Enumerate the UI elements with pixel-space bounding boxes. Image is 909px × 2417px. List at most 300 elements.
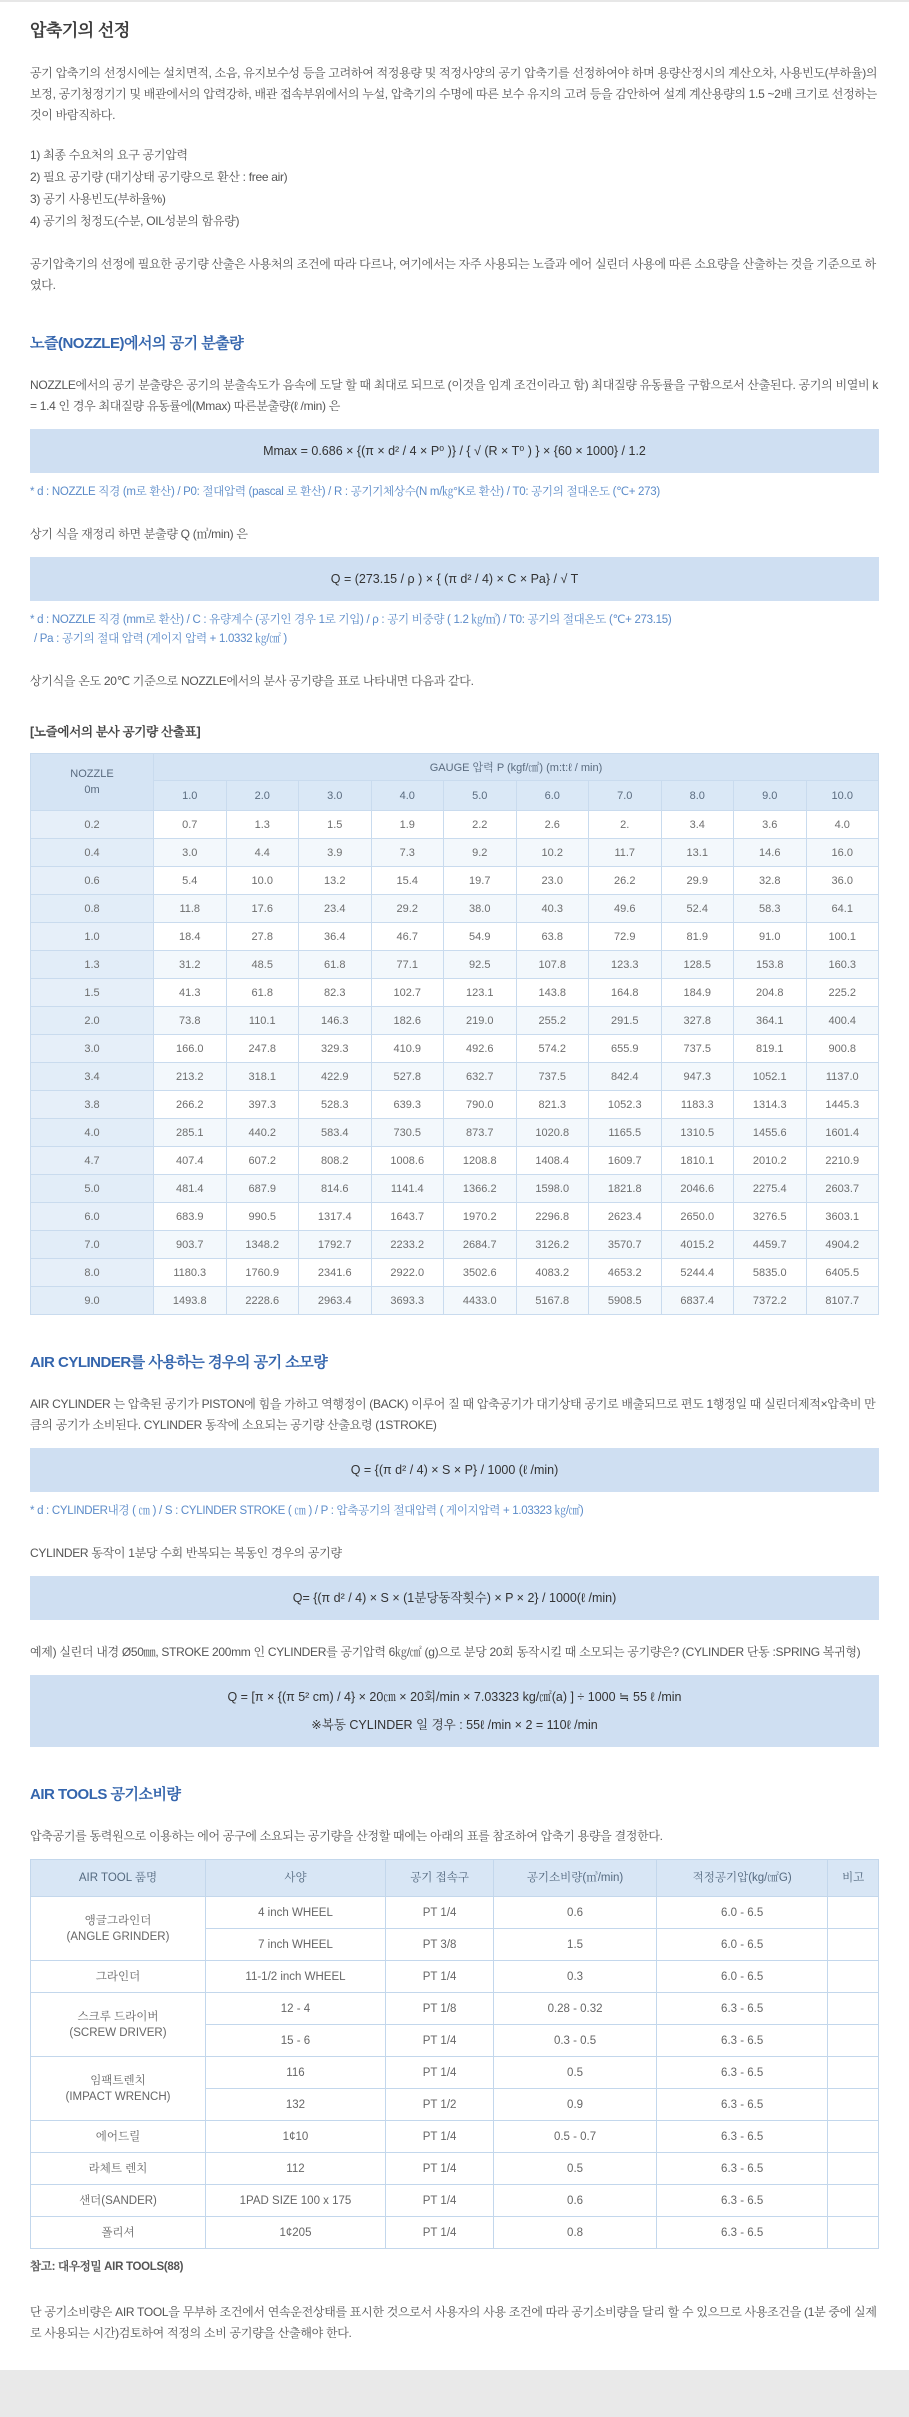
air-pressure-cell: 6.3 - 6.5 xyxy=(656,2217,827,2249)
flow-value-cell: 2603.7 xyxy=(806,1175,879,1203)
nozzle-diameter-cell: 4.7 xyxy=(31,1147,154,1175)
page-title: 압축기의 선정 xyxy=(30,21,130,40)
table-row xyxy=(31,1035,879,1063)
flow-value-cell: 583.4 xyxy=(299,1119,372,1147)
air-connector-cell: PT 1/4 xyxy=(385,1961,493,1993)
flow-value-cell: 3126.2 xyxy=(516,1231,589,1259)
flow-value-cell: 2684.7 xyxy=(444,1231,517,1259)
flow-value-cell: 16.0 xyxy=(806,839,879,867)
air-connector-cell: PT 1/4 xyxy=(385,1897,493,1929)
remark-cell xyxy=(828,2025,879,2057)
air-tools-table xyxy=(30,1859,879,2249)
table-row xyxy=(31,2153,879,2185)
airtools-paragraph: 압축공기를 동력원으로 이용하는 에어 공구에 소요되는 공기량을 산정할 때에는 아래의 표를 참조하여 압축기 용량을 결정한다. xyxy=(30,1829,663,1843)
flow-value-cell: 737.5 xyxy=(661,1035,734,1063)
table-row xyxy=(31,2185,879,2217)
list-item: 2) 필요 공기량 (대기상태 공기량으로 환산 : free air) xyxy=(30,170,288,184)
flow-value-cell: 5.4 xyxy=(154,867,227,895)
tool-name: 라체트 렌치 xyxy=(88,2162,148,2175)
flow-value-cell: 364.1 xyxy=(734,1007,807,1035)
flow-value-cell: 100.1 xyxy=(806,923,879,951)
flow-value-cell: 73.8 xyxy=(154,1007,227,1035)
flow-value-cell: 1.3 xyxy=(226,811,299,839)
flow-value-cell: 3603.1 xyxy=(806,1203,879,1231)
formula-q: Q = (273.15 / ρ ) × { (π d² / 4) × C × Pa} / √ T xyxy=(30,557,879,601)
formula-cylinder-example xyxy=(30,1675,879,1747)
tool-name-en: (ANGLE GRINDER) xyxy=(66,1930,170,1943)
nozzle-diameter-cell: 0.2 xyxy=(31,811,154,839)
flow-value-cell: 2. xyxy=(589,811,662,839)
flow-value-cell: 1493.8 xyxy=(154,1287,227,1315)
flow-value-cell: 3.0 xyxy=(154,839,227,867)
flow-value-cell: 64.1 xyxy=(806,895,879,923)
tools-column-header: 사양 xyxy=(205,1860,385,1897)
flow-value-cell: 492.6 xyxy=(444,1035,517,1063)
flow-value-cell: 2963.4 xyxy=(299,1287,372,1315)
flow-value-cell: 3.6 xyxy=(734,811,807,839)
flow-value-cell: 184.9 xyxy=(661,979,734,1007)
flow-value-cell: 1317.4 xyxy=(299,1203,372,1231)
air-connector-cell: PT 1/4 xyxy=(385,2217,493,2249)
gauge-pressure-header: GAUGE 압력 P (kgf/㎠) (m:t:ℓ / min) xyxy=(154,754,879,781)
tools-table-body xyxy=(31,1897,879,2249)
table-row xyxy=(31,1231,879,1259)
tools-table-footnote: 참고: 대우정밀 AIR TOOLS(88) xyxy=(30,2261,184,2273)
flow-value-cell: 903.7 xyxy=(154,1231,227,1259)
flow-value-cell: 327.8 xyxy=(661,1007,734,1035)
flow-value-cell: 11.8 xyxy=(154,895,227,923)
table-row xyxy=(31,1897,879,1929)
corner-line1: NOZZLE xyxy=(70,768,114,780)
flow-value-cell: 143.8 xyxy=(516,979,589,1007)
table-row xyxy=(31,979,879,1007)
tool-spec-cell: 116 xyxy=(205,2057,385,2089)
flow-value-cell: 15.4 xyxy=(371,867,444,895)
remark-cell xyxy=(828,1993,879,2025)
tool-name-cell xyxy=(31,2121,206,2153)
flow-value-cell: 737.5 xyxy=(516,1063,589,1091)
tool-name-cell xyxy=(31,2057,206,2121)
remark-cell xyxy=(828,2217,879,2249)
formula-note-3: * d : CYLINDER내경 ( ㎝ ) / S : CYLINDER STROKE ( ㎝ ) / P : 압축공기의 절대압력 ( 게이지압력 + 1.03323 ㎏/㎠) xyxy=(30,1505,584,1517)
flow-value-cell: 4015.2 xyxy=(661,1231,734,1259)
air-pressure-cell: 6.3 - 6.5 xyxy=(656,2153,827,2185)
air-consumption-cell: 0.3 - 0.5 xyxy=(494,2025,657,2057)
tool-name-en: (IMPACT WRENCH) xyxy=(65,2090,171,2103)
nozzle-diameter-cell: 1.5 xyxy=(31,979,154,1007)
flow-value-cell: 38.0 xyxy=(444,895,517,923)
flow-value-cell: 1760.9 xyxy=(226,1259,299,1287)
flow-value-cell: 1137.0 xyxy=(806,1063,879,1091)
flow-value-cell: 1.9 xyxy=(371,811,444,839)
flow-value-cell: 164.8 xyxy=(589,979,662,1007)
flow-value-cell: 92.5 xyxy=(444,951,517,979)
flow-value-cell: 7.3 xyxy=(371,839,444,867)
tool-name-en: (SCREW DRIVER) xyxy=(69,2026,167,2039)
flow-value-cell: 213.2 xyxy=(154,1063,227,1091)
section-heading-cylinder: AIR CYLINDER를 사용하는 경우의 공기 소모량 xyxy=(30,1354,328,1371)
flow-value-cell: 291.5 xyxy=(589,1007,662,1035)
flow-value-cell: 1165.5 xyxy=(589,1119,662,1147)
flow-value-cell: 1643.7 xyxy=(371,1203,444,1231)
flow-value-cell: 730.5 xyxy=(371,1119,444,1147)
air-consumption-cell: 0.6 xyxy=(494,1897,657,1929)
flow-value-cell: 2275.4 xyxy=(734,1175,807,1203)
flow-value-cell: 1052.1 xyxy=(734,1063,807,1091)
flow-value-cell: 4083.2 xyxy=(516,1259,589,1287)
flow-value-cell: 2228.6 xyxy=(226,1287,299,1315)
tools-column-header: 공기 접속구 xyxy=(385,1860,493,1897)
nozzle-diameter-cell: 1.3 xyxy=(31,951,154,979)
air-connector-cell: PT 1/4 xyxy=(385,2185,493,2217)
flow-value-cell: 107.8 xyxy=(516,951,589,979)
air-consumption-cell: 0.28 - 0.32 xyxy=(494,1993,657,2025)
flow-value-cell: 4459.7 xyxy=(734,1231,807,1259)
flow-value-cell: 266.2 xyxy=(154,1091,227,1119)
list-item: 1) 최종 수요처의 요구 공기압력 xyxy=(30,148,188,162)
tools-column-header: AIR TOOL 품명 xyxy=(31,1860,206,1897)
table-row xyxy=(31,1287,879,1315)
flow-value-cell: 440.2 xyxy=(226,1119,299,1147)
tools-column-header: 적정공기압(kg/㎠G) xyxy=(656,1860,827,1897)
tool-spec-cell: 112 xyxy=(205,2153,385,2185)
flow-value-cell: 82.3 xyxy=(299,979,372,1007)
table-row xyxy=(31,2217,879,2249)
flow-value-cell: 1.5 xyxy=(299,811,372,839)
flow-value-cell: 1408.4 xyxy=(516,1147,589,1175)
flow-value-cell: 32.8 xyxy=(734,867,807,895)
formula-cylinder-repeat: Q= {(π d² / 4) × S × (1분당동작횟수) × P × 2} / 1000(ℓ /min) xyxy=(30,1576,879,1620)
air-consumption-cell: 0.5 xyxy=(494,2057,657,2089)
flow-value-cell: 2010.2 xyxy=(734,1147,807,1175)
nozzle-paragraph-2: 상기 식을 재정리 하면 분출량 Q (㎥/min) 은 xyxy=(30,527,248,541)
closing-paragraph: 단 공기소비량은 AIR TOOL을 무부하 조건에서 연속운전상태를 표시한 것으로서 사용자의 사용 조건에 따라 공기소비량을 달리 할 수 있으므로 사용조건을 (1분 중에 실제로 사용되는 시간)검토하여 적정의 소비 공기량을 산출해야 한다. xyxy=(30,2305,877,2340)
flow-value-cell: 5908.5 xyxy=(589,1287,662,1315)
table-row xyxy=(31,839,879,867)
flow-value-cell: 72.9 xyxy=(589,923,662,951)
nozzle-table-body xyxy=(31,811,879,1315)
flow-value-cell: 3276.5 xyxy=(734,1203,807,1231)
tool-name: 임팩트렌치 xyxy=(90,2074,146,2087)
tool-name: 그라인더 xyxy=(95,1970,141,1983)
table-row xyxy=(31,1175,879,1203)
flow-value-cell: 0.7 xyxy=(154,811,227,839)
air-consumption-cell: 0.3 xyxy=(494,1961,657,1993)
tool-spec-cell: 11-1/2 inch WHEEL xyxy=(205,1961,385,1993)
flow-value-cell: 2233.2 xyxy=(371,1231,444,1259)
flow-value-cell: 2650.0 xyxy=(661,1203,734,1231)
cylinder-example: 예제) 실린더 내경 Ø50㎜, STROKE 200mm 인 CYLINDER를 공기압력 6㎏/㎠ (g)으로 분당 20회 동작시킬 때 소모되는 공기량은? (CYLINDER 단동 :SPRING 복귀형) xyxy=(30,1645,861,1659)
nozzle-diameter-cell: 7.0 xyxy=(31,1231,154,1259)
flow-value-cell: 63.8 xyxy=(516,923,589,951)
formula-note-2a: * d : NOZZLE 직경 (mm로 환산) / C : 유량계수 (공기인 경우 1로 기입) / ρ : 공기 비중량 ( 1.2 ㎏/㎥) / T0: 공기의 절대온도 (℃+ 273.15) xyxy=(30,614,672,626)
pressure-header-cell: 1.0 xyxy=(154,781,227,811)
flow-value-cell: 17.6 xyxy=(226,895,299,923)
flow-value-cell: 1792.7 xyxy=(299,1231,372,1259)
tool-spec-cell: 4 inch WHEEL xyxy=(205,1897,385,1929)
flow-value-cell: 10.0 xyxy=(226,867,299,895)
nozzle-diameter-cell: 4.0 xyxy=(31,1119,154,1147)
flow-value-cell: 318.1 xyxy=(226,1063,299,1091)
nozzle-table-corner xyxy=(31,754,154,811)
flow-value-cell: 19.7 xyxy=(444,867,517,895)
tool-name-cell xyxy=(31,2185,206,2217)
tool-name: 스크루 드라이버 xyxy=(77,2010,159,2023)
flow-value-cell: 219.0 xyxy=(444,1007,517,1035)
flow-value-cell: 41.3 xyxy=(154,979,227,1007)
flow-value-cell: 49.6 xyxy=(589,895,662,923)
flow-value-cell: 655.9 xyxy=(589,1035,662,1063)
nozzle-table-caption: [노즐에서의 분사 공기량 산출표] xyxy=(30,725,201,739)
section-heading-nozzle: 노즐(NOZZLE)에서의 공기 분출량 xyxy=(30,335,244,352)
air-consumption-cell: 0.6 xyxy=(494,2185,657,2217)
air-pressure-cell: 6.0 - 6.5 xyxy=(656,1961,827,1993)
flow-value-cell: 607.2 xyxy=(226,1147,299,1175)
flow-value-cell: 29.2 xyxy=(371,895,444,923)
table-row xyxy=(31,923,879,951)
bottom-gray-band xyxy=(0,2370,909,2417)
formula-example-line2: ※복동 CYLINDER 일 경우 : 55ℓ /min × 2 = 110ℓ /min xyxy=(311,1718,598,1732)
tool-name-cell xyxy=(31,1993,206,2057)
nozzle-flow-table xyxy=(30,753,879,1315)
flow-value-cell: 1601.4 xyxy=(806,1119,879,1147)
flow-value-cell: 10.2 xyxy=(516,839,589,867)
flow-value-cell: 31.2 xyxy=(154,951,227,979)
flow-value-cell: 2623.4 xyxy=(589,1203,662,1231)
flow-value-cell: 166.0 xyxy=(154,1035,227,1063)
air-consumption-cell: 0.5 xyxy=(494,2153,657,2185)
flow-value-cell: 2296.8 xyxy=(516,1203,589,1231)
flow-value-cell: 1445.3 xyxy=(806,1091,879,1119)
flow-value-cell: 40.3 xyxy=(516,895,589,923)
flow-value-cell: 1970.2 xyxy=(444,1203,517,1231)
flow-value-cell: 1020.8 xyxy=(516,1119,589,1147)
flow-value-cell: 1310.5 xyxy=(661,1119,734,1147)
table-row xyxy=(31,1961,879,1993)
flow-value-cell: 574.2 xyxy=(516,1035,589,1063)
table-row xyxy=(31,1119,879,1147)
flow-value-cell: 1314.3 xyxy=(734,1091,807,1119)
air-connector-cell: PT 1/8 xyxy=(385,1993,493,2025)
flow-value-cell: 1141.4 xyxy=(371,1175,444,1203)
flow-value-cell: 2210.9 xyxy=(806,1147,879,1175)
air-connector-cell: PT 1/4 xyxy=(385,2025,493,2057)
flow-value-cell: 146.3 xyxy=(299,1007,372,1035)
flow-value-cell: 407.4 xyxy=(154,1147,227,1175)
air-connector-cell: PT 1/2 xyxy=(385,2089,493,2121)
tool-spec-cell: 12 - 4 xyxy=(205,1993,385,2025)
flow-value-cell: 2341.6 xyxy=(299,1259,372,1287)
list-item: 3) 공기 사용빈도(부하율%) xyxy=(30,192,166,206)
flow-value-cell: 3.9 xyxy=(299,839,372,867)
flow-value-cell: 410.9 xyxy=(371,1035,444,1063)
pressure-header-cell: 10.0 xyxy=(806,781,879,811)
table-row xyxy=(31,951,879,979)
flow-value-cell: 397.3 xyxy=(226,1091,299,1119)
remark-cell xyxy=(828,2153,879,2185)
flow-value-cell: 23.4 xyxy=(299,895,372,923)
tool-spec-cell: 1¢10 xyxy=(205,2121,385,2153)
flow-value-cell: 225.2 xyxy=(806,979,879,1007)
formula-cylinder-1stroke: Q = {(π d² / 4) × S × P} / 1000 (ℓ /min) xyxy=(30,1448,879,1492)
table-row xyxy=(31,1259,879,1287)
corner-line2: 0m xyxy=(84,784,100,796)
flow-value-cell: 2.6 xyxy=(516,811,589,839)
nozzle-diameter-cell: 9.0 xyxy=(31,1287,154,1315)
flow-value-cell: 900.8 xyxy=(806,1035,879,1063)
flow-value-cell: 26.2 xyxy=(589,867,662,895)
flow-value-cell: 2.2 xyxy=(444,811,517,839)
remark-cell xyxy=(828,1897,879,1929)
tool-name: 샌더(SANDER) xyxy=(79,2194,157,2207)
pressure-header-cell: 4.0 xyxy=(371,781,444,811)
flow-value-cell: 819.1 xyxy=(734,1035,807,1063)
flow-value-cell: 52.4 xyxy=(661,895,734,923)
nozzle-diameter-cell: 8.0 xyxy=(31,1259,154,1287)
air-pressure-cell: 6.3 - 6.5 xyxy=(656,2057,827,2089)
flow-value-cell: 48.5 xyxy=(226,951,299,979)
remark-cell xyxy=(828,1929,879,1961)
tool-name-cell xyxy=(31,1897,206,1961)
flow-value-cell: 1598.0 xyxy=(516,1175,589,1203)
air-connector-cell: PT 1/4 xyxy=(385,2153,493,2185)
flow-value-cell: 91.0 xyxy=(734,923,807,951)
flow-value-cell: 6837.4 xyxy=(661,1287,734,1315)
list-item: 4) 공기의 청정도(수분, OIL성분의 함유량) xyxy=(30,214,240,228)
flow-value-cell: 8107.7 xyxy=(806,1287,879,1315)
flow-value-cell: 36.4 xyxy=(299,923,372,951)
flow-value-cell: 842.4 xyxy=(589,1063,662,1091)
nozzle-paragraph-1: NOZZLE에서의 공기 분출량은 공기의 분출속도가 음속에 도달 할 때 최대로 되므로 (이것을 임계 조건이라고 함) 최대질량 유동률을 구함으로서 산출된다. 공기의 비열비 k = 1.4 인 경우 최대질량 유동률에(Mmax) 따른분출량(ℓ /min) 은 xyxy=(30,378,879,413)
flow-value-cell: 77.1 xyxy=(371,951,444,979)
flow-value-cell: 204.8 xyxy=(734,979,807,1007)
air-consumption-cell: 0.8 xyxy=(494,2217,657,2249)
table-row xyxy=(31,1007,879,1035)
air-pressure-cell: 6.3 - 6.5 xyxy=(656,2121,827,2153)
tool-spec-cell: 1¢205 xyxy=(205,2217,385,2249)
flow-value-cell: 3502.6 xyxy=(444,1259,517,1287)
table-row xyxy=(31,867,879,895)
tool-spec-cell: 132 xyxy=(205,2089,385,2121)
formula-mmax: Mmax = 0.686 × {(π × d² / 4 × P⁰ )} / { √ (R × T⁰ ) } × {60 × 1000} / 1.2 xyxy=(30,429,879,473)
flow-value-cell: 1052.3 xyxy=(589,1091,662,1119)
air-pressure-cell: 6.3 - 6.5 xyxy=(656,2089,827,2121)
formula-example-line1: Q = [π × {(π 5² cm) / 4} × 20㎝ × 20회/min × 7.03323 kg/㎠(a) ] ÷ 1000 ≒ 55 ℓ /min xyxy=(227,1690,682,1704)
tool-name: 폴리셔 xyxy=(101,2226,135,2239)
pressure-header-cell: 2.0 xyxy=(226,781,299,811)
flow-value-cell: 687.9 xyxy=(226,1175,299,1203)
flow-value-cell: 255.2 xyxy=(516,1007,589,1035)
flow-value-cell: 814.6 xyxy=(299,1175,372,1203)
cylinder-paragraph-1: AIR CYLINDER 는 압축된 공기가 PISTON에 힘을 가하고 역행정이 (BACK) 이루어 질 때 압축공기가 대기상태 공기로 배출되므로 편도 1행정일 때 실린더제적×압축비 만큼의 공기가 소비된다. CYLINDER 동작에 소요되는 공기량 산출요령 (1STROKE) xyxy=(30,1397,876,1432)
flow-value-cell: 11.7 xyxy=(589,839,662,867)
nozzle-table-head xyxy=(31,754,879,811)
flow-value-cell: 29.9 xyxy=(661,867,734,895)
nozzle-diameter-cell: 2.0 xyxy=(31,1007,154,1035)
remark-cell xyxy=(828,2089,879,2121)
nozzle-diameter-cell: 5.0 xyxy=(31,1175,154,1203)
nozzle-diameter-cell: 1.0 xyxy=(31,923,154,951)
table-row xyxy=(31,1993,879,2025)
flow-value-cell: 481.4 xyxy=(154,1175,227,1203)
flow-value-cell: 1008.6 xyxy=(371,1147,444,1175)
intro-paragraph: 공기 압축기의 선정시에는 설치면적, 소음, 유지보수성 등을 고려하여 적정용량 및 적정사양의 공기 압축기를 선정하여야 하며 용량산정시의 계산오차, 사용빈도(부하율)의 보정, 공기청정기기 및 배관에서의 압력강하, 배관 접속부위에서의 누설, 압축기의 수명에 따른 보수 유지의 고려 등을 감안하여 설계 계산용량의 1.5 ~2배 크기로 선정하는 것이 바람직하다. xyxy=(30,66,878,122)
flow-value-cell: 160.3 xyxy=(806,951,879,979)
flow-value-cell: 61.8 xyxy=(299,951,372,979)
flow-value-cell: 6405.5 xyxy=(806,1259,879,1287)
flow-value-cell: 4433.0 xyxy=(444,1287,517,1315)
tools-column-header: 공기소비량(㎥/min) xyxy=(494,1860,657,1897)
flow-value-cell: 7372.2 xyxy=(734,1287,807,1315)
flow-value-cell: 46.7 xyxy=(371,923,444,951)
document-body xyxy=(0,16,909,2344)
flow-value-cell: 821.3 xyxy=(516,1091,589,1119)
flow-value-cell: 5244.4 xyxy=(661,1259,734,1287)
nozzle-diameter-cell: 3.0 xyxy=(31,1035,154,1063)
remark-cell xyxy=(828,2121,879,2153)
nozzle-diameter-cell: 3.8 xyxy=(31,1091,154,1119)
intro-paragraph-2: 공기압축기의 선정에 필요한 공기량 산출은 사용처의 조건에 따라 다르나, 여기에서는 자주 사용되는 노즐과 에어 실린더 사용에 따른 소요량을 산출하는 것을 기준으로 하였다. xyxy=(30,257,876,292)
flow-value-cell: 1455.6 xyxy=(734,1119,807,1147)
table-row xyxy=(31,1091,879,1119)
air-connector-cell: PT 3/8 xyxy=(385,1929,493,1961)
tools-column-header: 비고 xyxy=(828,1860,879,1897)
flow-value-cell: 1208.8 xyxy=(444,1147,517,1175)
table-row xyxy=(31,811,879,839)
pressure-header-cell: 3.0 xyxy=(299,781,372,811)
tools-table-head xyxy=(31,1860,879,1897)
tool-name: 에어드릴 xyxy=(95,2130,141,2143)
flow-value-cell: 123.1 xyxy=(444,979,517,1007)
air-connector-cell: PT 1/4 xyxy=(385,2057,493,2089)
flow-value-cell: 18.4 xyxy=(154,923,227,951)
flow-value-cell: 54.9 xyxy=(444,923,517,951)
flow-value-cell: 632.7 xyxy=(444,1063,517,1091)
flow-value-cell: 4653.2 xyxy=(589,1259,662,1287)
nozzle-diameter-cell: 0.6 xyxy=(31,867,154,895)
air-consumption-cell: 0.5 - 0.7 xyxy=(494,2121,657,2153)
flow-value-cell: 4.4 xyxy=(226,839,299,867)
formula-note-1: * d : NOZZLE 직경 (m로 환산) / P0: 절대압력 (pascal 로 환산) / R : 공기기체상수(N m/㎏°K로 환산) / T0: 공기의 절대온도 (℃+ 273) xyxy=(30,486,660,498)
flow-value-cell: 9.2 xyxy=(444,839,517,867)
flow-value-cell: 2046.6 xyxy=(661,1175,734,1203)
flow-value-cell: 110.1 xyxy=(226,1007,299,1035)
flow-value-cell: 527.8 xyxy=(371,1063,444,1091)
tool-name-cell xyxy=(31,2217,206,2249)
pressure-header-cell: 7.0 xyxy=(589,781,662,811)
tool-name: 앵글그라인더 xyxy=(84,1914,152,1927)
flow-value-cell: 23.0 xyxy=(516,867,589,895)
flow-value-cell: 153.8 xyxy=(734,951,807,979)
flow-value-cell: 2922.0 xyxy=(371,1259,444,1287)
remark-cell xyxy=(828,2185,879,2217)
flow-value-cell: 400.4 xyxy=(806,1007,879,1035)
flow-value-cell: 3570.7 xyxy=(589,1231,662,1259)
flow-value-cell: 81.9 xyxy=(661,923,734,951)
flow-value-cell: 1609.7 xyxy=(589,1147,662,1175)
flow-value-cell: 3.4 xyxy=(661,811,734,839)
tool-spec-cell: 7 inch WHEEL xyxy=(205,1929,385,1961)
flow-value-cell: 1810.1 xyxy=(661,1147,734,1175)
table-row xyxy=(31,2121,879,2153)
formula-note-2b: / Pa : 공기의 절대 압력 (게이지 압력 + 1.0332 ㎏/㎠ ) xyxy=(34,633,287,645)
flow-value-cell: 4904.2 xyxy=(806,1231,879,1259)
pressure-header-cell: 8.0 xyxy=(661,781,734,811)
flow-value-cell: 683.9 xyxy=(154,1203,227,1231)
table-row xyxy=(31,1063,879,1091)
flow-value-cell: 123.3 xyxy=(589,951,662,979)
flow-value-cell: 947.3 xyxy=(661,1063,734,1091)
